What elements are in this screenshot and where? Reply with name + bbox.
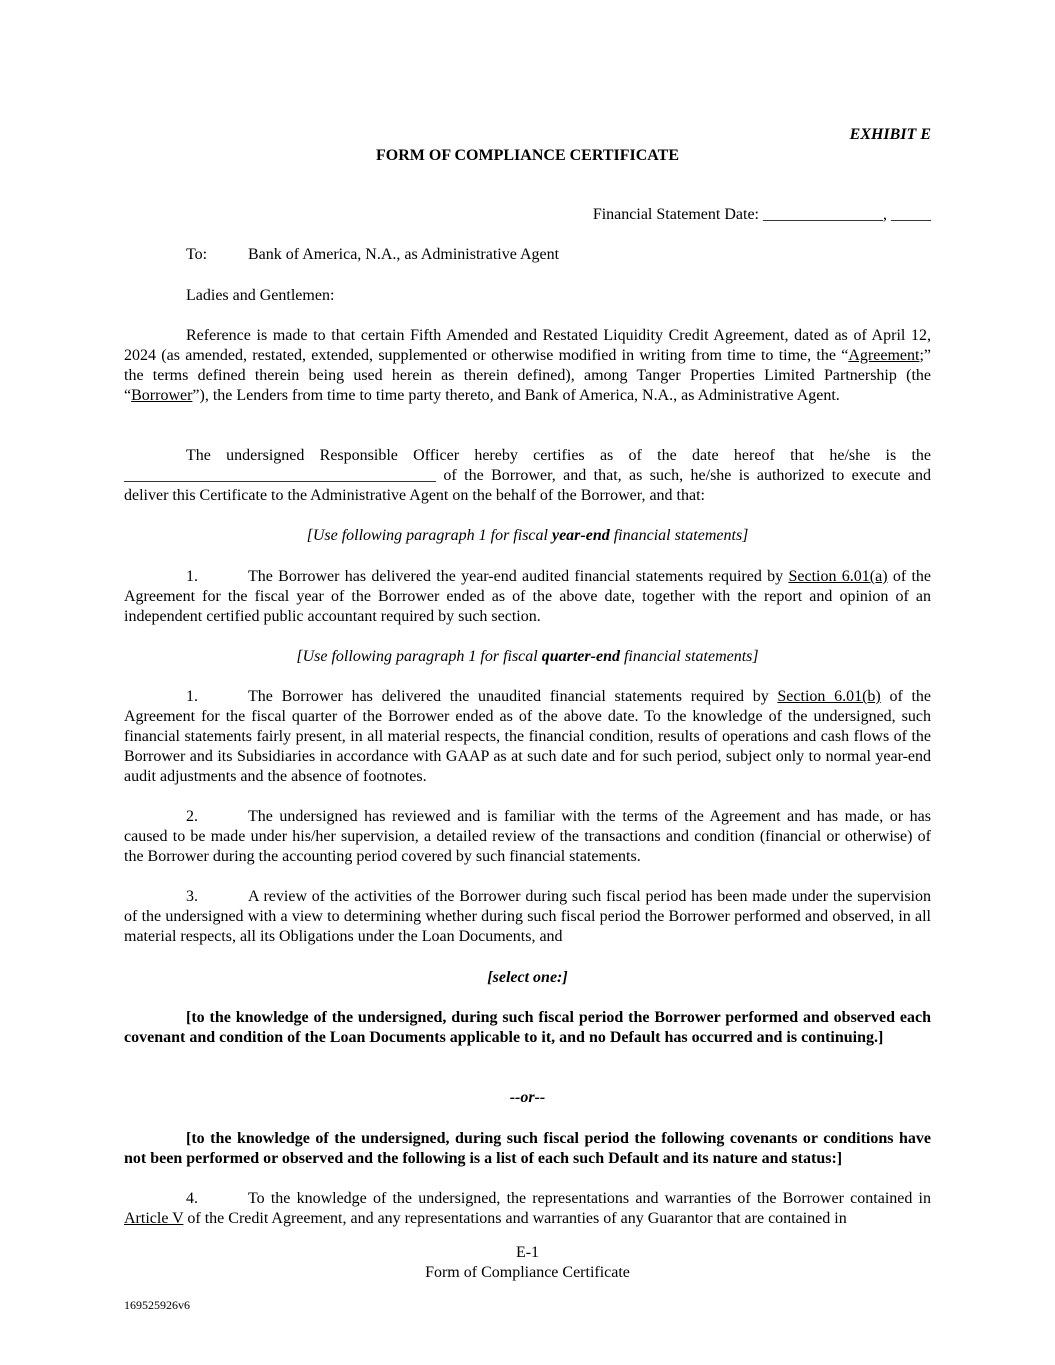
instruction-quarter-end: [124, 647, 931, 667]
article-reference: Article V: [124, 1210, 184, 1227]
item-1-quarter-end: [124, 687, 931, 787]
item-number: 3.: [186, 888, 198, 905]
item-1-quarter-end-text-1: The Borrower has delivered the unaudited financial statements required by: [248, 688, 778, 705]
reference-text-3: ”), the Lenders from time to time party thereto, and Bank of America, N.A., as Administrative Agent.: [192, 387, 840, 404]
option-default-list: [to the knowledge of the undersigned, during such fiscal period the following covenants or conditions have not been performed or observed and the following is a list of each such Default and its nature and status:]: [124, 1130, 931, 1167]
reference-paragraph: [124, 326, 931, 406]
instruction-quarter-end-bold: quarter-end: [541, 648, 620, 665]
salutation: Ladies and Gentlemen:: [186, 287, 335, 304]
item-number: 4.: [186, 1190, 198, 1207]
item-2-text: The undersigned has reviewed and is familiar with the terms of the Agreement and has made, or has caused to be made under his/her supervision, a detailed review of the transactions and condition (financial or otherwise) of the Borrower during the accounting period covered by such financial statements.: [124, 808, 931, 865]
item-3: [124, 887, 931, 947]
instruction-year-end-after: financial statements]: [609, 527, 749, 544]
item-number: 1.: [186, 688, 198, 705]
reference-text-2: ;” the terms defined therein being used herein as therein defined), among Tanger Properties Limited Partnership (the “: [124, 347, 931, 404]
instruction-quarter-end-before: [Use following paragraph 1 for fiscal: [296, 648, 542, 665]
item-1-quarter-end-text-2: of the Agreement for the fiscal quarter of the Borrower ended as of the above date. To the knowledge of the undersigned, such financial statements fairly present, in all material respects, the financial condition, results of operations and cash flows of the Borrower and its Subsidiaries in accordance with GAAP as at such date and for such period, subject only to normal year-end audit adjustments and the absence of footnotes.: [124, 688, 932, 785]
instruction-year-end-bold: year-end: [551, 527, 610, 544]
item-1-year-end: [124, 567, 931, 627]
reference-text-1: Reference is made to that certain Fifth Amended and Restated Liquidity Credit Agreement, dated as of April 12, 2024 (as amended, restated, extended, supplemented or otherwise modified in writing from time to time, the “: [124, 327, 931, 364]
page-footer: [0, 1243, 1055, 1283]
exhibit-label: EXHIBIT E: [849, 126, 931, 143]
item-2: [124, 807, 931, 867]
addressee-line: [186, 245, 560, 265]
financial-statement-date: Financial Statement Date: _______________, _____: [592, 206, 931, 223]
section-reference: Section 6.01(a): [788, 568, 888, 585]
item-4-text-1: To the knowledge of the undersigned, the representations and warranties of the Borrower contained in: [248, 1190, 931, 1207]
item-1-year-end-text-2: of the Agreement for the fiscal year of the Borrower ended as of the above date, together with the report and opinion of an independent certified public accountant required by such section.: [124, 568, 932, 625]
borrower-defined-term: Borrower: [131, 387, 193, 404]
document-title: FORM OF COMPLIANCE CERTIFICATE: [376, 147, 679, 164]
to-label: To:: [186, 246, 208, 263]
officer-paragraph: The undersigned Responsible Officer hereby certifies as of the date hereof that he/she is the _______________________________________ of the Borrower, and that, as such, he/she is authorized to execute and deliver this Certificate to the Administrative Agent on the behalf of the Borrower, and that:: [124, 447, 931, 504]
item-number: 1.: [186, 568, 198, 585]
option-no-default: [to the knowledge of the undersigned, during such fiscal period the Borrower performed and observed each covenant and condition of the Loan Documents applicable to it, and no Default has occurred and is continuing.]: [124, 1009, 931, 1046]
item-3-text: A review of the activities of the Borrower during such fiscal period has been made under the supervision of the undersigned with a view to determining whether during such fiscal period the Borrower performed and observed, in all material respects, all its Obligations under the Loan Documents, and: [124, 888, 931, 945]
or-separator: --or--: [509, 1089, 546, 1106]
page-number: E-1: [515, 1244, 540, 1261]
agreement-defined-term: Agreement: [848, 347, 920, 364]
document-id: 169525926v6: [124, 1298, 190, 1312]
item-number: 2.: [186, 808, 198, 825]
section-reference: Section 6.01(b): [777, 688, 881, 705]
item-4-text-2: of the Credit Agreement, and any representations and warranties of any Guarantor that are contained in: [183, 1210, 847, 1227]
item-1-year-end-text-1: The Borrower has delivered the year-end audited financial statements required by: [248, 568, 789, 585]
instruction-year-end-before: [Use following paragraph 1 for fiscal: [306, 527, 552, 544]
instruction-year-end: [124, 526, 931, 546]
select-one-instruction: [select one:]: [487, 969, 568, 986]
footer-title: Form of Compliance Certificate: [425, 1264, 630, 1281]
to-value: Bank of America, N.A., as Administrative Agent: [248, 246, 560, 263]
item-4: [124, 1189, 931, 1229]
instruction-quarter-end-after: financial statements]: [619, 648, 759, 665]
